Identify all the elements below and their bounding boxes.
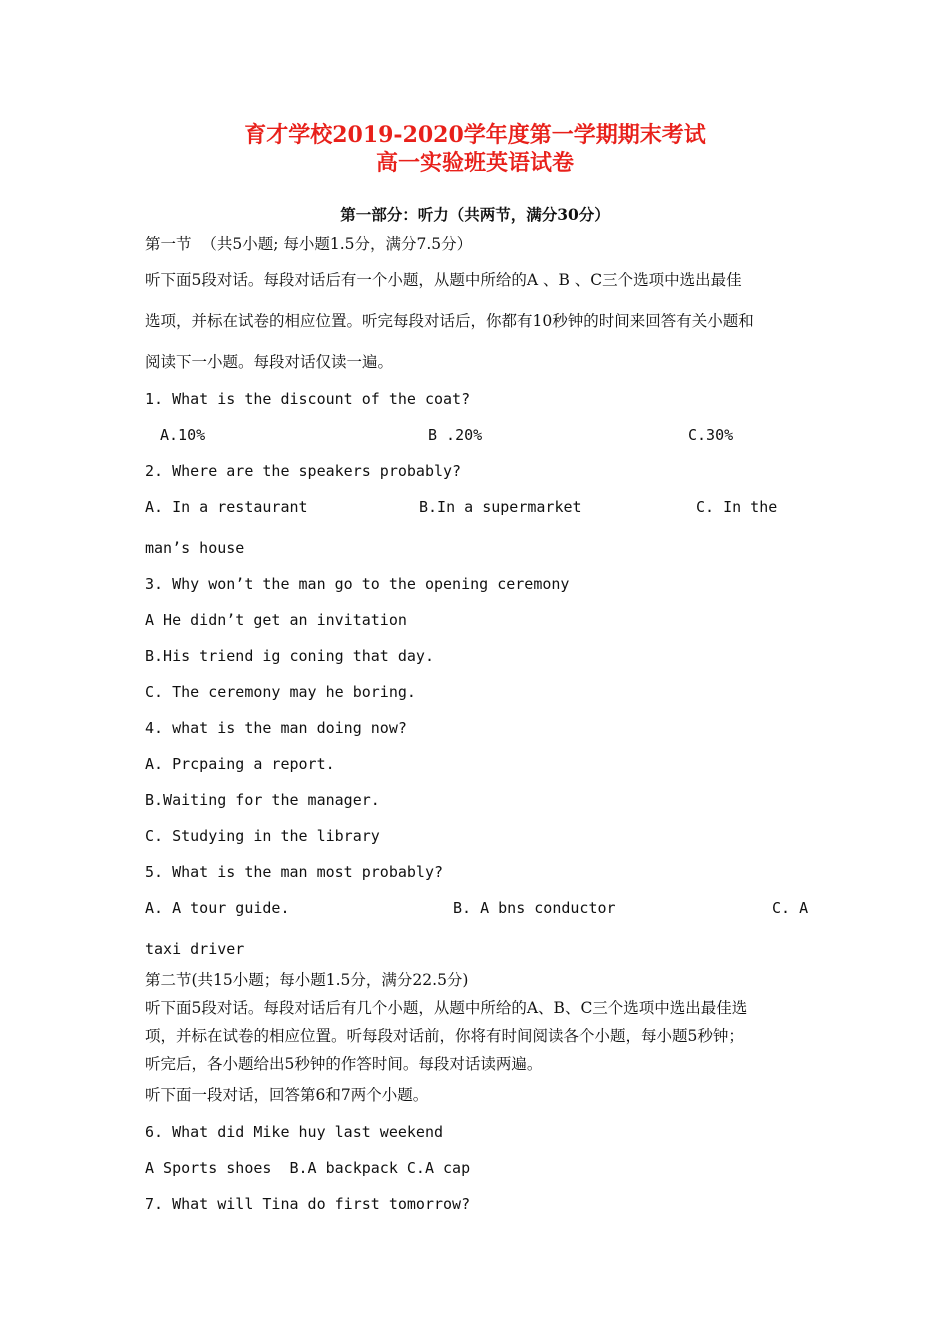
section1-heading: 第一节 （共5小题; 每小题1.5分，满分7.5分） bbox=[145, 235, 473, 253]
part1-heading: 第一部分：听力（共两节，满分30分） bbox=[340, 205, 610, 224]
q5-option-c: C. A bbox=[772, 899, 809, 917]
section2-instruction-3: 听完后，各小题给出5秒钟的作答时间。每段对话读两遍。 bbox=[145, 1055, 543, 1073]
q3-option-c: C. The ceremony may he boring. bbox=[145, 683, 416, 701]
question-7: 7. What will Tina do first tomorrow? bbox=[145, 1195, 471, 1213]
q4-option-b: B.Waiting for the manager. bbox=[145, 791, 380, 809]
dialog-intro: 听下面一段对话，回答第6和7两个小题。 bbox=[145, 1086, 429, 1104]
exam-title-line2: 高一实验班英语试卷 bbox=[375, 150, 574, 176]
q4-option-c: C. Studying in the library bbox=[145, 827, 380, 845]
question-5: 5. What is the man most probably? bbox=[145, 863, 444, 881]
q2-option-b: B.In a supermarket bbox=[419, 498, 582, 516]
question-4: 4. what is the man doing now? bbox=[145, 719, 407, 737]
exam-title-line1: 育才学校2019-2020学年度第一学期期末考试 bbox=[244, 122, 706, 148]
section2-heading: 第二节(共15小题；每小题1.5分，满分22.5分) bbox=[145, 971, 469, 989]
section2-instruction-2: 项，并标在试卷的相应位置。听每段对话前，你将有时间阅读各个小题，每小题5秒钟； bbox=[145, 1027, 744, 1045]
question-1: 1. What is the discount of the coat? bbox=[145, 390, 471, 408]
q5-option-a: A. A tour guide. bbox=[145, 899, 290, 917]
q2-option-c: C. In the bbox=[696, 498, 778, 516]
question-2: 2. Where are the speakers probably? bbox=[145, 462, 462, 480]
question-6: 6. What did Mike huy last weekend bbox=[145, 1123, 444, 1141]
question-3: 3. Why won’t the man go to the opening ceremony bbox=[145, 575, 570, 593]
section1-instruction-1: 听下面5段对话。每段对话后有一个小题，从题中所给的A 、B 、C三个选项中选出最佳 bbox=[145, 271, 742, 289]
section1-instruction-3: 阅读下一小题。每段对话仅读一遍。 bbox=[145, 353, 394, 371]
q3-option-b: B.His triend ig coning that day. bbox=[145, 647, 434, 665]
q5-option-b: B. A bns conductor bbox=[453, 899, 616, 917]
q4-option-a: A. Prcpaing a report. bbox=[145, 755, 335, 773]
q1-option-a: A.10% bbox=[160, 426, 206, 444]
section2-instruction-1: 听下面5段对话。每段对话后有几个小题，从题中所给的A、B、C三个选项中选出最佳选 bbox=[145, 999, 748, 1017]
q6-options: A Sports shoes B.A backpack C.A cap bbox=[145, 1159, 471, 1177]
section1-instruction-2: 选项，并标在试卷的相应位置。听完每段对话后，你都有10秒钟的时间来回答有关小题和 bbox=[145, 312, 754, 330]
q1-option-c: C.30% bbox=[688, 426, 734, 444]
q2-option-c-continued: man’s house bbox=[145, 539, 245, 557]
q5-option-c-continued: taxi driver bbox=[145, 940, 245, 958]
q1-option-b: B .20% bbox=[428, 426, 483, 444]
q2-option-a: A. In a restaurant bbox=[145, 498, 308, 516]
q3-option-a: A He didn’t get an invitation bbox=[145, 611, 407, 629]
